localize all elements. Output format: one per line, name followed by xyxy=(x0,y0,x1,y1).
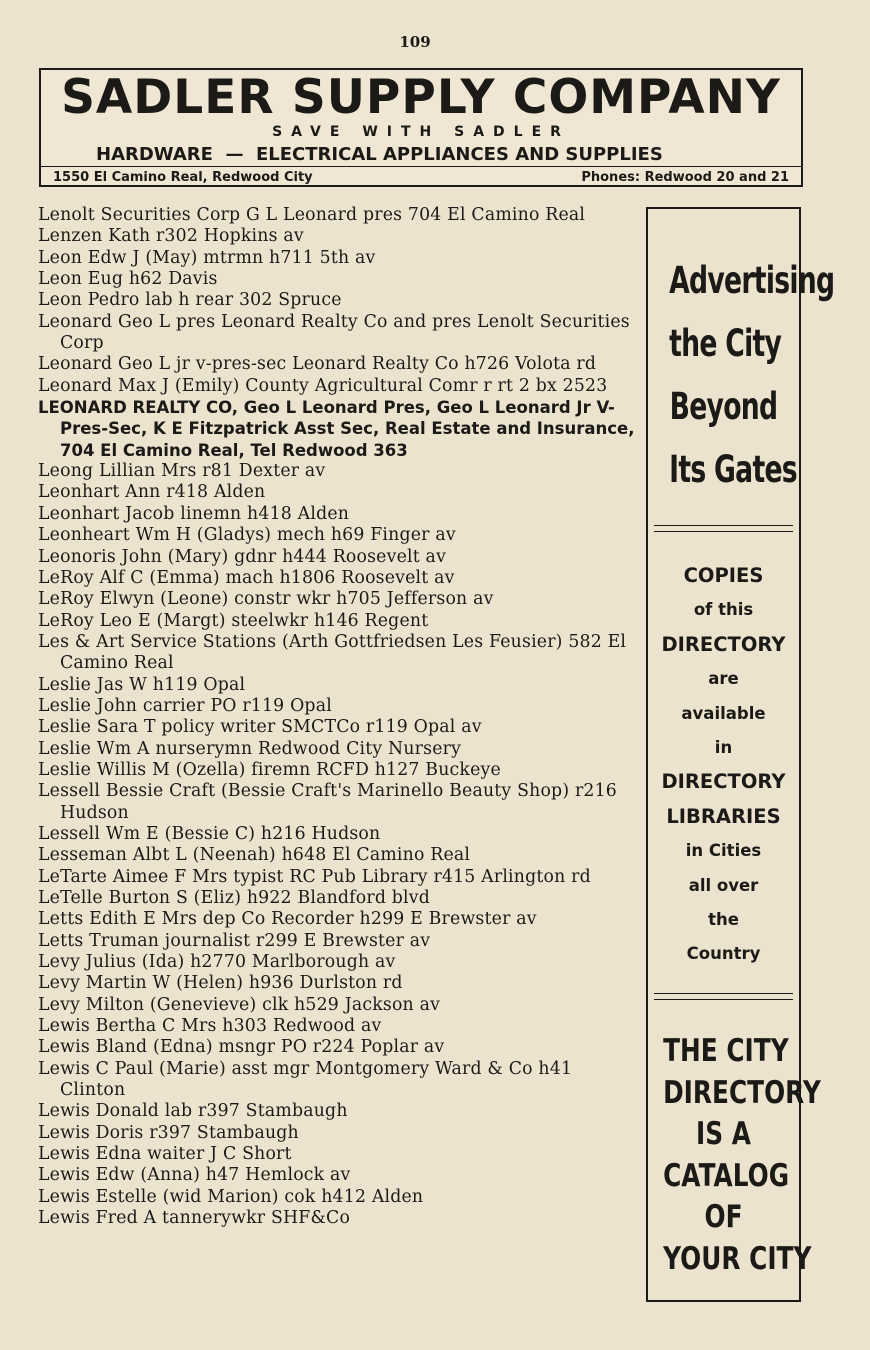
directory-entry: Lenzen Kath r302 Hopkins av xyxy=(38,226,304,247)
directory-entry: Leong Lillian Mrs r81 Dexter av xyxy=(38,461,326,482)
sidebar-line: the xyxy=(708,909,739,929)
directory-entry: Lewis Fred A tannerywkr SHF&Co xyxy=(38,1208,351,1229)
sidebar-copies-notice xyxy=(648,559,799,972)
directory-entry: LEONARD REALTY CO, Geo L Leonard Pres, Geo L Leonard Jr V-Pres-Sec, K E Fitzpatrick Asst Sec, Real Estate and Insurance, 704 El Camino Real, Tel Redwood 363 xyxy=(38,398,635,460)
directory-entry: Lewis C Paul (Marie) asst mgr Montgomery Ward & Co h41 Clinton xyxy=(38,1058,573,1101)
divider xyxy=(654,525,793,532)
directory-entry: Lessell Wm E (Bessie C) h216 Hudson xyxy=(38,823,381,844)
ad-slogan: SAVE WITH SADLER xyxy=(272,124,570,140)
directory-entry: Leon Pedro lab h rear 302 Spruce xyxy=(38,290,342,311)
directory-entry: Leslie Sara T policy writer SMCTCo r119 Opal av xyxy=(38,717,482,738)
directory-entry: Leon Edw J (May) mtrmn h711 5th av xyxy=(38,247,376,268)
directory-entry: Letts Truman journalist r299 E Brewster av xyxy=(38,930,431,951)
directory-entry: Levy Milton (Genevieve) clk h529 Jackson av xyxy=(38,994,441,1015)
sidebar-line: Advertising xyxy=(669,259,835,302)
directory-entry: Letts Edith E Mrs dep Co Recorder h299 E Brewster av xyxy=(38,909,537,930)
sidebar-line: THE CITY xyxy=(663,1033,789,1069)
sidebar-line: are xyxy=(708,669,739,689)
sidebar-line: COPIES xyxy=(683,564,764,587)
directory-entry: Lewis Edw (Anna) h47 Hemlock av xyxy=(38,1165,351,1186)
directory-entry: Les & Art Service Stations (Arth Gottfriedsen Les Feusier) 582 El Camino Real xyxy=(38,631,627,674)
directory-entry: Lewis Donald lab r397 Stambaugh xyxy=(38,1101,348,1122)
sidebar-line: IS A xyxy=(696,1116,751,1152)
sidebar-line: LIBRARIES xyxy=(666,804,781,828)
sidebar-line: DIRECTORY xyxy=(661,632,786,656)
sidebar-line: available xyxy=(681,703,766,723)
sadler-supply-ad xyxy=(39,68,803,187)
sidebar-catalog-slogan xyxy=(663,1031,821,1280)
sidebar-line: of this xyxy=(693,600,754,620)
sidebar-line: in Cities xyxy=(685,841,762,861)
directory-entry: Lewis Doris r397 Stambaugh xyxy=(38,1122,299,1143)
directory-entry: Levy Julius (Ida) h2770 Marlborough av xyxy=(38,952,396,973)
directory-entry: LeTarte Aimee F Mrs typist RC Pub Library r415 Arlington rd xyxy=(38,866,591,887)
directory-entry: Leon Eug h62 Davis xyxy=(38,269,218,290)
ad-phones: Phones: Redwood 20 and 21 xyxy=(581,170,789,185)
directory-entry: Leonhart Ann r418 Alden xyxy=(38,482,266,503)
sidebar-line: Beyond xyxy=(669,385,778,428)
directory-entry: Leslie Jas W h119 Opal xyxy=(38,674,246,695)
sidebar-headline xyxy=(669,249,835,501)
directory-entry: Lesseman Albt L (Neenah) h648 El Camino Real xyxy=(38,845,471,866)
sidebar-line: CATALOG xyxy=(663,1157,790,1194)
directory-entry: Leslie Willis M (Ozella) firemn RCFD h127 Buckeye xyxy=(38,759,501,780)
directory-entry: Lewis Bertha C Mrs h303 Redwood av xyxy=(38,1016,382,1037)
page-number: 109 xyxy=(399,33,431,51)
sidebar-line: all over xyxy=(688,875,759,895)
ad-address: 1550 El Camino Real, Redwood City xyxy=(53,170,313,185)
directory-entry: Lessell Bessie Craft (Bessie Craft's Marinello Beauty Shop) r216 Hudson xyxy=(38,781,618,823)
directory-entry: Leonard Max J (Emily) County Agricultural Comr r rt 2 bx 2523 xyxy=(38,375,608,396)
directory-entry: LeTelle Burton S (Eliz) h922 Blandford blvd xyxy=(38,888,430,908)
directory-entry: Leonard Geo L pres Leonard Realty Co and pres Lenolt Securities Corp xyxy=(38,311,630,354)
ad-company-name: SADLER SUPPLY COMPANY xyxy=(61,70,781,125)
directory-entry: Leonoris John (Mary) gdnr h444 Roosevelt av xyxy=(38,546,447,567)
directory-entry: Lewis Estelle (wid Marion) cok h412 Alden xyxy=(38,1186,424,1207)
directory-entry: LeRoy Elwyn (Leone) constr wkr h705 Jefferson av xyxy=(38,589,494,610)
directory-entry: Leslie Wm A nurserymn Redwood City Nursery xyxy=(38,738,462,759)
sidebar-line: in xyxy=(714,737,733,757)
sidebar-line: DIRECTORY xyxy=(663,1074,821,1111)
directory-entry: LeRoy Alf C (Emma) mach h1806 Roosevelt av xyxy=(38,567,455,588)
directory-entry: Leonard Geo L jr v-pres-sec Leonard Realty Co h726 Volota rd xyxy=(38,354,597,375)
sidebar-line: the City xyxy=(669,322,782,365)
sidebar-line: OF xyxy=(704,1199,743,1235)
divider xyxy=(654,993,793,1000)
sidebar-line: Country xyxy=(686,944,761,964)
sidebar-line: YOUR CITY xyxy=(663,1240,812,1277)
directory-entry: Leslie John carrier PO r119 Opal xyxy=(38,695,332,716)
ad-product-line: HARDWARE — ELECTRICAL APPLIANCES AND SUPPLIES xyxy=(96,144,663,165)
directory-entry: Lewis Bland (Edna) msngr PO r224 Poplar av xyxy=(38,1037,445,1058)
directory-entry: Leonheart Wm H (Gladys) mech h69 Finger av xyxy=(38,525,456,546)
directory-entry: Leonhart Jacob linemn h418 Alden xyxy=(38,503,350,524)
directory-listings xyxy=(38,205,638,1230)
directory-entry: Lenolt Securities Corp G L Leonard pres 704 El Camino Real xyxy=(38,205,586,225)
sidebar-ad xyxy=(646,207,835,1302)
sidebar-line: Its Gates xyxy=(669,448,797,491)
directory-entry: LeRoy Leo E (Margt) steelwkr h146 Regent xyxy=(38,610,429,631)
directory-entry: Lewis Edna waiter J C Short xyxy=(38,1144,292,1165)
sidebar-line: DIRECTORY xyxy=(661,770,786,794)
directory-entry: Levy Martin W (Helen) h936 Durlston rd xyxy=(38,973,403,994)
ad-contact-row xyxy=(41,166,801,187)
